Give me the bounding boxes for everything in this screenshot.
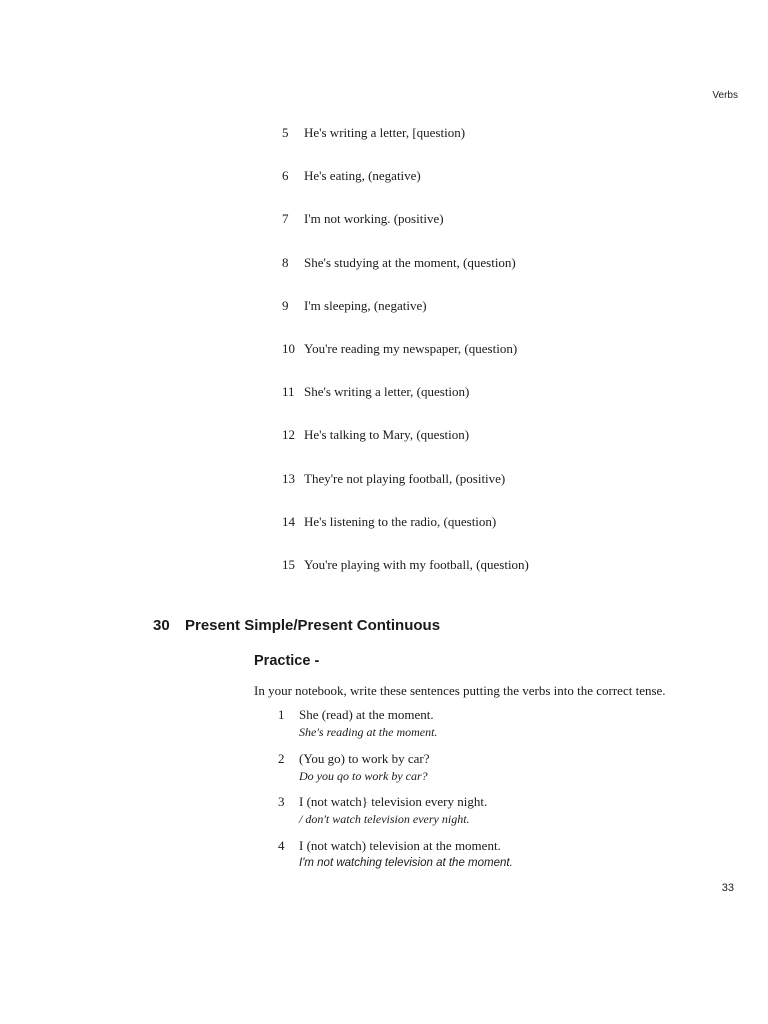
exercise-number: 8: [282, 254, 289, 270]
exercise-item: [282, 297, 529, 340]
practice-prompt-text: I (not watch) television at the moment.: [299, 837, 501, 853]
exercise-text: He's eating, (negative): [304, 168, 421, 184]
exercise-item: [282, 254, 529, 297]
exercise-number: 5: [282, 125, 289, 140]
practice-prompt: [278, 837, 513, 855]
section-heading: [153, 617, 440, 634]
exercise-text: He's listening to the radio, (question): [304, 513, 497, 529]
exercise-number: 9: [282, 297, 289, 313]
practice-number: 1: [278, 707, 285, 722]
exercise-number: 14: [282, 513, 295, 529]
exercise-number: 15: [282, 556, 295, 572]
practice-answer: She's reading at the moment.: [299, 725, 438, 739]
exercise-item: [282, 556, 529, 599]
practice-prompt-text: (You go) to work by car?: [299, 750, 430, 766]
exercise-item: [282, 210, 529, 253]
exercise-item: [282, 167, 529, 210]
exercise-item: [282, 124, 529, 167]
practice-prompt: [278, 706, 513, 724]
practice-item: [278, 837, 513, 881]
practice-number: 2: [278, 750, 285, 766]
exercise-number: 7: [282, 211, 289, 227]
section-number: 30: [153, 617, 170, 634]
exercise-number: 6: [282, 168, 289, 184]
practice-answer: Do you qo to work by car?: [299, 768, 428, 783]
exercise-text: She's studying at the moment, (question): [304, 254, 516, 270]
practice-prompt-text: I (not watch} television every night.: [299, 794, 488, 809]
practice-number: 4: [278, 837, 285, 853]
practice-prompt: [278, 793, 513, 811]
exercise-text: You're reading my newspaper, (question): [304, 340, 518, 356]
practice-prompt-text: She (read) at the moment.: [299, 707, 434, 722]
running-head: Verbs: [712, 90, 738, 101]
practice-answer: I'm not watching television at the moment.: [299, 856, 513, 869]
practice-instruction: In your notebook, write these sentences putting the verbs into the correct tense.: [254, 683, 666, 698]
exercise-text: He's writing a letter, [question): [304, 125, 466, 140]
exercise-text: They're not playing football, (positive): [304, 470, 506, 486]
practice-item: [278, 750, 513, 794]
practice-item: [278, 706, 513, 750]
exercise-item: [282, 383, 529, 426]
exercise-item: [282, 426, 529, 469]
practice-prompt: [278, 750, 513, 768]
practice-item: [278, 793, 513, 837]
exercise-number: 13: [282, 470, 295, 486]
practice-list: [278, 706, 513, 880]
exercise-number: 12: [282, 427, 295, 443]
exercise-item: [282, 470, 529, 513]
exercise-text: I'm not working. (positive): [304, 211, 444, 227]
exercise-number: 10: [282, 340, 295, 356]
practice-answer: / don't watch television every night.: [299, 812, 470, 826]
page-number: 33: [721, 882, 734, 894]
exercise-item: [282, 340, 529, 383]
exercise-number: 11: [282, 384, 295, 400]
exercise-text: He's talking to Mary, (question): [304, 427, 470, 443]
exercise-item: [282, 513, 529, 556]
exercise-text: She's writing a letter, (question): [304, 384, 470, 400]
section-title: Present Simple/Present Continuous: [185, 617, 441, 634]
exercise-text: I'm sleeping, (negative): [304, 297, 427, 313]
practice-heading: Practice -: [254, 653, 320, 669]
practice-number: 3: [278, 794, 285, 809]
exercise-text: You're playing with my football, (question): [304, 556, 529, 572]
exercise-list: [282, 124, 529, 599]
